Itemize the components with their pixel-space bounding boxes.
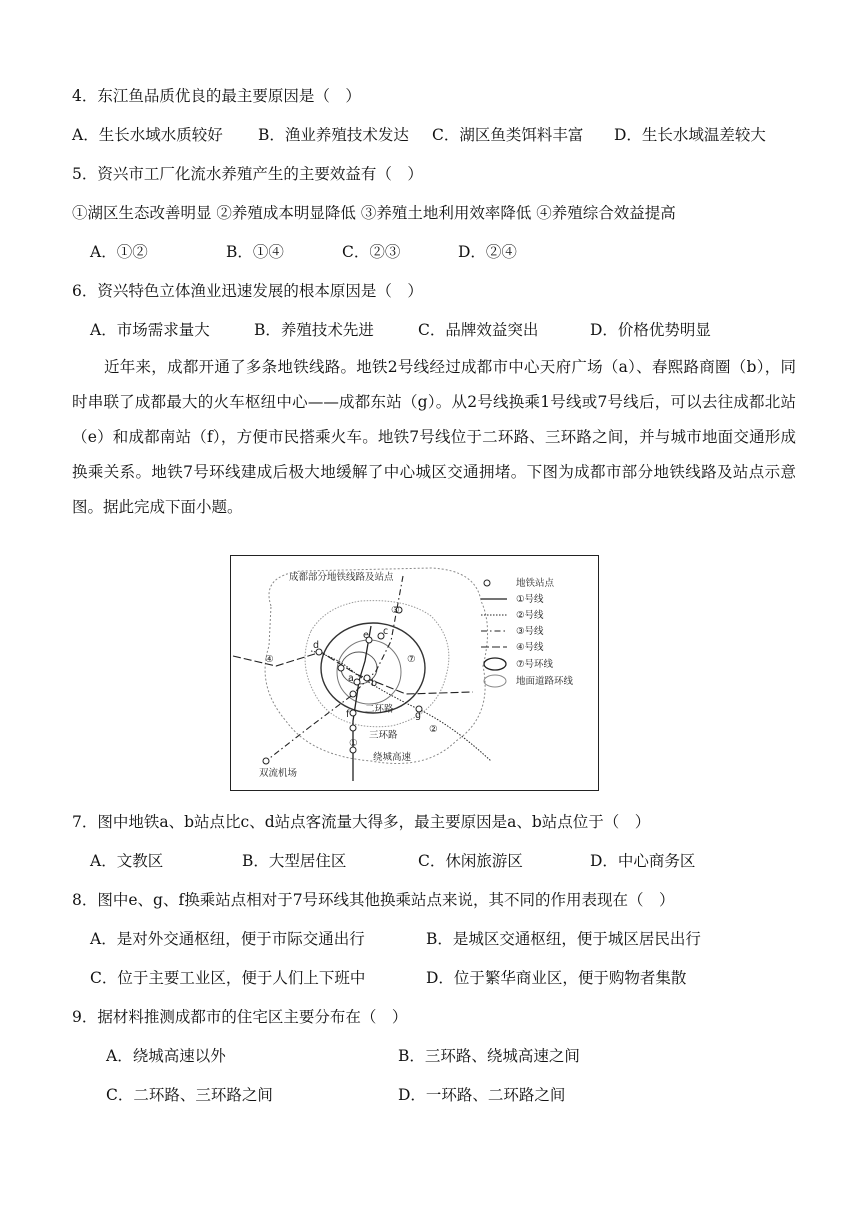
station-west-inner xyxy=(338,665,344,671)
q5-option-a: A．①② xyxy=(90,243,148,261)
q6-option-a: A．市场需求量大 xyxy=(90,321,210,339)
station-airport xyxy=(263,758,269,764)
q4-stem: 4．东江鱼品质优良的最主要原因是（ ） xyxy=(72,87,361,105)
ring2-road xyxy=(337,640,401,704)
legend-line1-label: ①号线 xyxy=(516,594,544,605)
q9-option-d: D．一环路、二环路之间 xyxy=(398,1086,566,1104)
q4-option-b: B．渔业养殖技术发达 xyxy=(258,126,409,144)
q8-option-d: D．位于繁华商业区，便于购物者集散 xyxy=(426,969,687,987)
q8-option-c: C．位于主要工业区，便于人们上下班中 xyxy=(90,969,366,987)
q9-option-b: B．三环路、绕城高速之间 xyxy=(398,1047,580,1065)
q4-option-c: C．湖区鱼类饵料丰富 xyxy=(432,126,584,144)
ring3-label: 三环路 xyxy=(369,730,398,741)
line3-marker: ③ xyxy=(391,605,400,616)
q4-option-a: A．生长水域水质较好 xyxy=(72,126,223,144)
q5-option-d: D．②④ xyxy=(458,243,517,261)
station-line1-inner xyxy=(350,691,356,697)
q5-statements: ①湖区生态改善明显 ②养殖成本明显降低 ③养殖土地利用效率降低 ④养殖综合效益提高 xyxy=(72,204,676,222)
station-f-label: f xyxy=(346,709,350,720)
line4-marker: ④ xyxy=(265,654,274,665)
station-g-label: g xyxy=(415,710,422,721)
q5-option-b: B．①④ xyxy=(226,243,284,261)
q9-stem: 9．据材料推测成都市的住宅区主要分布在（ ） xyxy=(72,1008,408,1026)
legend-station-symbol xyxy=(484,580,490,586)
station-d-label: d xyxy=(313,640,320,651)
line7-ring xyxy=(321,623,425,713)
legend-line3-label: ③号线 xyxy=(516,626,544,637)
q5-option-c: C．②③ xyxy=(342,243,401,261)
q5-stem: 5．资兴市工厂化流水养殖产生的主要效益有（ ） xyxy=(72,165,423,183)
station-f xyxy=(350,710,356,716)
q8-stem: 8．图中e、g、f换乘站点相对于7号环线其他换乘站点来说，其不同的作用表现在（ ） xyxy=(72,891,675,909)
q7-option-a: A．文教区 xyxy=(90,852,164,870)
q8-option-b: B．是城区交通枢纽，便于城区居民出行 xyxy=(426,930,701,948)
legend-station-label: 地铁站点 xyxy=(516,578,555,589)
station-a-label: a xyxy=(348,673,354,684)
station-a xyxy=(354,679,360,685)
q4-option-d: D．生长水域温差较大 xyxy=(614,126,766,144)
q6-option-c: C．品牌效益突出 xyxy=(418,321,539,339)
q6-option-b: B．养殖技术先进 xyxy=(254,321,374,339)
reading-passage: 近年来，成都开通了多条地铁线路。地铁2号线经过成都市中心天府广场（a）、春熙路商圈（b），同时串联了成都最大的火车枢纽中心——成都东站（g）。从2号线换乘1号线或7号线后，可以去往成都北站（e）和成都南站（f），方便市民搭乘火车。地铁7号线位于二环路、三环路之间，并与城市地面交通形成换乘关系。地铁7号环线建成后极大地缓解了中心城区交通拥堵。下图为成都市部分地铁线路及站点示意图。据此完成下面小题。 xyxy=(72,358,796,516)
q6-stem: 6．资兴特色立体渔业迅速发展的根本原因是（ ） xyxy=(72,282,423,300)
legend-line2-label: ②号线 xyxy=(516,610,544,621)
airport-branch-path xyxy=(266,726,311,761)
legend-line7-symbol xyxy=(484,658,506,670)
q9-option-c: C．二环路、三环路之间 xyxy=(106,1086,273,1104)
legend-line4-label: ④号线 xyxy=(516,642,544,653)
q7-stem: 7．图中地铁a、b站点比c、d站点客流量大得多，最主要原因是a、b站点位于（ ） xyxy=(72,813,651,831)
q9-option-a: A．绕城高速以外 xyxy=(106,1047,226,1065)
airport-label: 双流机场 xyxy=(259,768,298,779)
legend-line7-label: ⑦号环线 xyxy=(516,659,554,670)
map-title: 成都部分地铁线路及站点 xyxy=(289,572,394,583)
legend-road-label: 地面道路环线 xyxy=(516,676,574,687)
ringway-label: 绕城高速 xyxy=(373,752,412,763)
station-b xyxy=(364,675,370,681)
line7-marker: ⑦ xyxy=(407,654,416,665)
line2-marker: ② xyxy=(429,724,438,735)
station-e-label: e xyxy=(363,630,369,641)
legend-road-symbol xyxy=(484,675,506,687)
station-c-label: c xyxy=(383,626,389,637)
q7-option-c: C．休闲旅游区 xyxy=(418,852,523,870)
subway-map-figure xyxy=(230,555,599,791)
station-b-label: b xyxy=(371,678,378,689)
station-line1-south xyxy=(350,725,356,731)
line1-marker: ① xyxy=(349,738,358,749)
q6-option-d: D．价格优势明显 xyxy=(590,321,711,339)
q8-option-a: A．是对外交通枢纽，便于市际交通出行 xyxy=(90,930,365,948)
q7-option-b: B．大型居住区 xyxy=(242,852,347,870)
ring2-label: 二环路 xyxy=(365,704,394,715)
q7-option-d: D．中心商务区 xyxy=(590,852,696,870)
subway-map-graphic xyxy=(231,556,597,789)
